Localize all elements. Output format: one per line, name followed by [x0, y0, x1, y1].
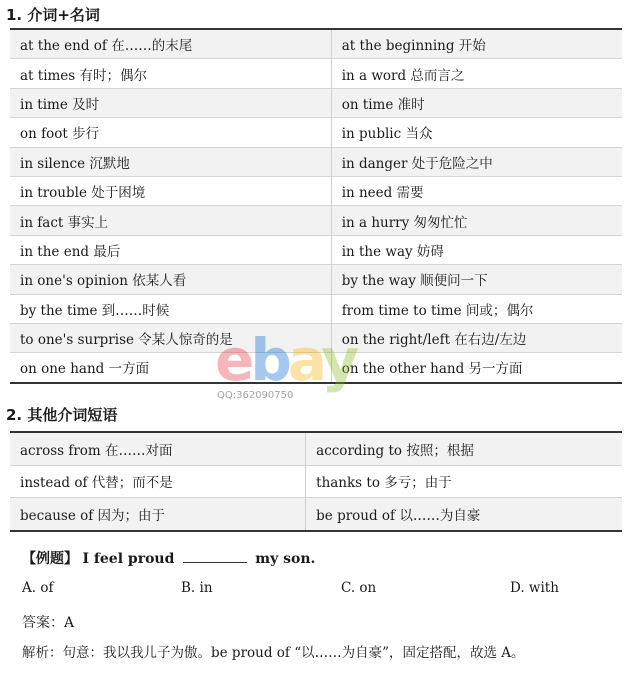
- table-row: [10, 353, 622, 383]
- phrase-cell-right: on the right/left 在右边/左边: [331, 323, 622, 352]
- table-row: [10, 206, 622, 235]
- phrase-cell-left: in the end 最后: [10, 235, 331, 264]
- section1-table: [10, 28, 622, 384]
- section2-title: 2. 其他介词短语: [6, 406, 118, 424]
- phrase-cell-left: because of 因为；由于: [10, 498, 306, 531]
- phrase-cell-right: in a word 总而言之: [331, 59, 622, 88]
- table-row: [10, 118, 622, 147]
- phrase-cell-right: in need 需要: [331, 176, 622, 205]
- phrase-cell-left: instead of 代替；而不是: [10, 465, 306, 498]
- phrase-cell-right: in the way 妨碍: [331, 235, 622, 264]
- table-row: [10, 294, 622, 323]
- table-row: [10, 176, 622, 205]
- phrase-cell-left: on one hand 一方面: [10, 353, 331, 383]
- phrase-cell-left: by the time 到……时候: [10, 294, 331, 323]
- phrase-cell-left: at the end of 在……的末尾: [10, 29, 331, 59]
- analysis-text: 句意：我以我儿子为傲。be proud of “以……为自豪”，固定搭配，故选 A。: [62, 645, 525, 661]
- phrase-cell-right: thanks to 多亏；由于: [306, 465, 622, 498]
- table-row: [10, 498, 622, 531]
- question-text-after: my son.: [255, 551, 316, 567]
- option-c: C. on: [341, 580, 377, 596]
- phrase-cell-left: in trouble 处于困境: [10, 176, 331, 205]
- phrase-cell-right: according to 按照；根据: [306, 432, 622, 465]
- phrase-cell-right: in a hurry 匆匆忙忙: [331, 206, 622, 235]
- answer-blank: [183, 550, 247, 563]
- table-row: [10, 147, 622, 176]
- table-row: [10, 465, 622, 498]
- phrase-cell-right: from time to time 间或；偶尔: [331, 294, 622, 323]
- answer-line: [22, 612, 74, 632]
- phrase-cell-left: in fact 事实上: [10, 206, 331, 235]
- option-b: B. in: [181, 580, 213, 596]
- analysis-line: [22, 641, 525, 661]
- table-row: [10, 323, 622, 352]
- phrase-cell-left: at times 有时；偶尔: [10, 59, 331, 88]
- answer-label: 答案：: [22, 615, 64, 631]
- table-row: [10, 265, 622, 294]
- phrase-cell-left: in one's opinion 依某人看: [10, 265, 331, 294]
- question-text-before: I feel proud: [82, 551, 175, 567]
- example-label: 【例题】: [22, 551, 78, 567]
- option-a: A. of: [22, 580, 54, 596]
- option-d: D. with: [510, 580, 559, 596]
- table-row: [10, 235, 622, 264]
- watermark-qq-text: QQ:362090750: [217, 390, 294, 401]
- phrase-cell-right: in public 当众: [331, 118, 622, 147]
- phrase-cell-right: on the other hand 另一方面: [331, 353, 622, 383]
- phrase-cell-left: across from 在……对面: [10, 432, 306, 465]
- phrase-cell-right: be proud of 以……为自豪: [306, 498, 622, 531]
- phrase-cell-left: to one's surprise 令某人惊奇的是: [10, 323, 331, 352]
- phrase-cell-right: on time 准时: [331, 88, 622, 117]
- table-row: [10, 88, 622, 117]
- example-question: [22, 548, 315, 568]
- ebay-logo: ebay: [215, 326, 356, 394]
- phrase-cell-left: on foot 步行: [10, 118, 331, 147]
- analysis-label: 解析：: [22, 645, 63, 661]
- section1-title: 1. 介词+名词: [6, 6, 100, 24]
- phrase-cell-right: in danger 处于危险之中: [331, 147, 622, 176]
- phrase-cell-right: at the beginning 开始: [331, 29, 622, 59]
- answer-value: A: [64, 615, 75, 631]
- phrase-cell-right: by the way 顺便问一下: [331, 265, 622, 294]
- table-row: [10, 29, 622, 59]
- phrase-cell-left: in time 及时: [10, 88, 331, 117]
- table-row: [10, 59, 622, 88]
- section2-table: [10, 431, 622, 532]
- table-row: [10, 432, 622, 465]
- phrase-cell-left: in silence 沉默地: [10, 147, 331, 176]
